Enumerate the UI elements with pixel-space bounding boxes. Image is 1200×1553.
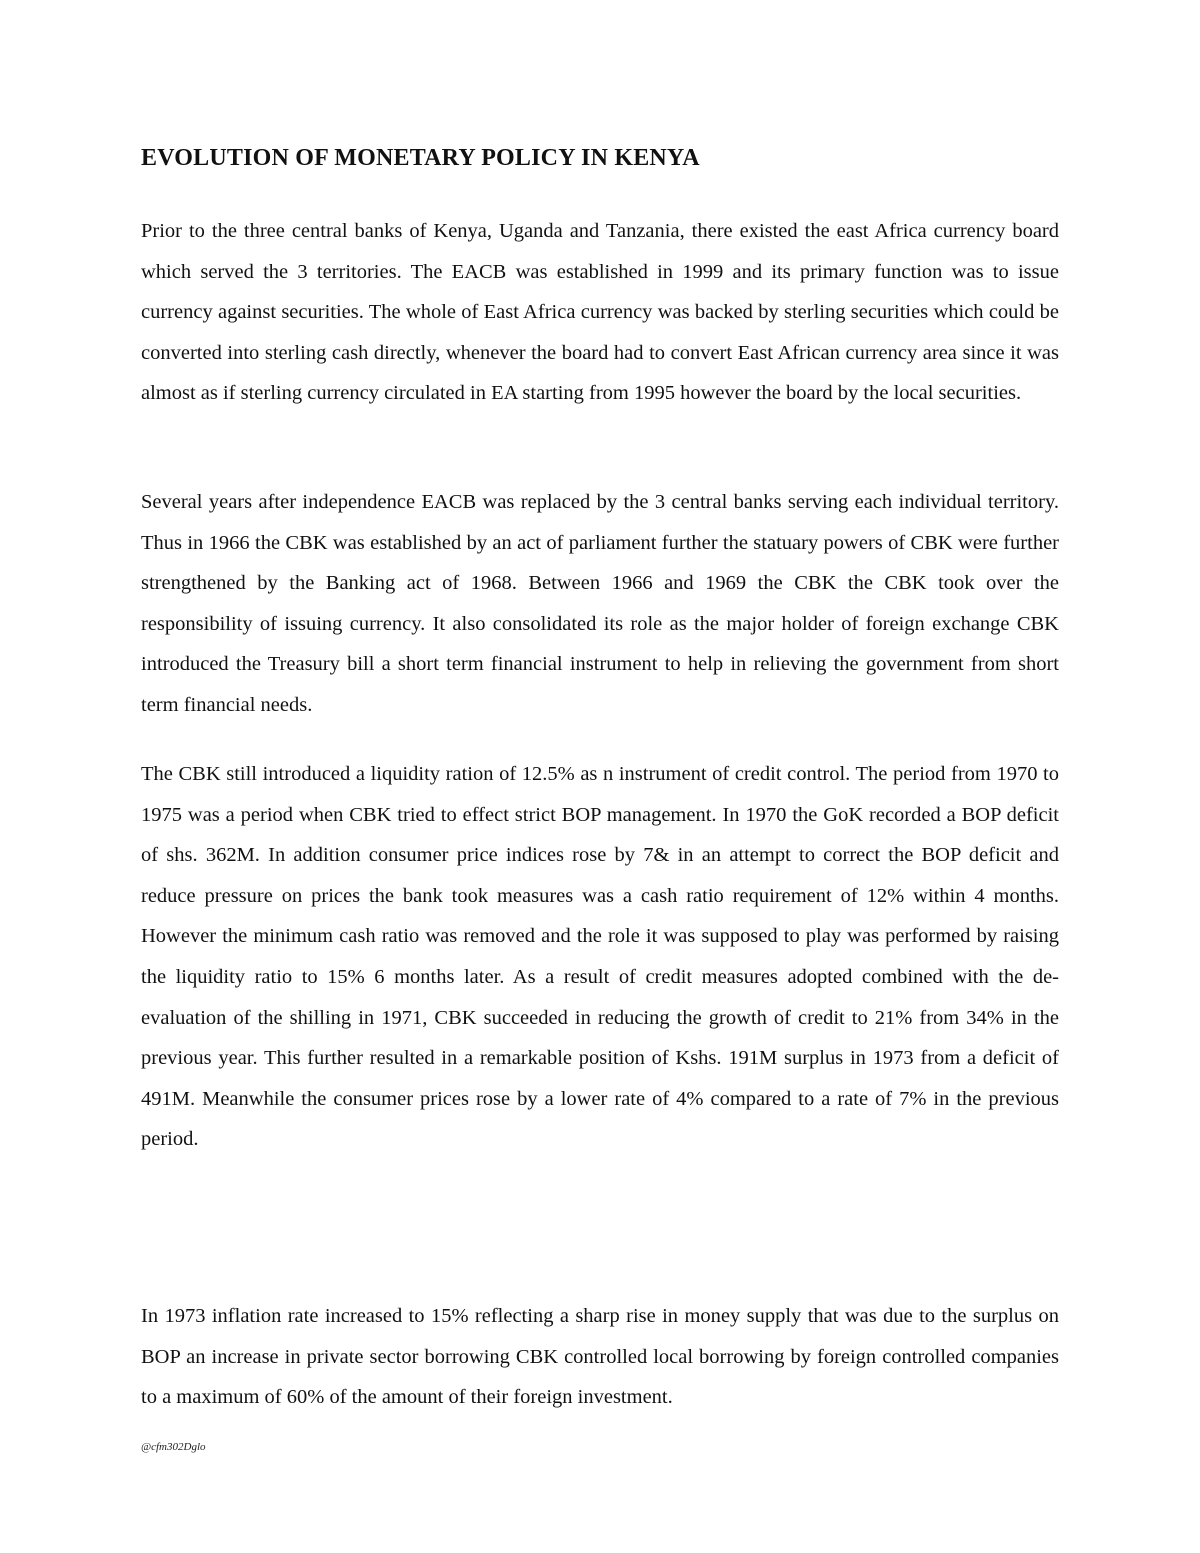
footer-watermark: @cfm302Dglo (141, 1441, 206, 1453)
paragraph-eacb-history: Prior to the three central banks of Kenya, Uganda and Tanzania, there existed the east Africa currency board which served the 3 territories. The EACB was established in 1999 and its primary function was to issue currency against securities. The whole of East Africa currency was backed by sterling securities which could be converted into sterling cash directly, whenever the board had to convert East African currency area since it was almost as if sterling currency circulated in EA starting from 1995 however the board by the local securities. (141, 220, 1059, 405)
paragraph-cbk-establishment: Several years after independence EACB was replaced by the 3 central banks serving each individual territory. Thus in 1966 the CBK was established by an act of parliament further the statuary powers of CBK were further strengthened by the Banking act of 1968. Between 1966 and 1969 the CBK the CBK took over the responsibility of issuing currency. It also consolidated its role as the major holder of foreign exchange CBK introduced the Treasury bill a short term financial instrument to help in relieving the government from short term financial needs. (141, 491, 1059, 716)
document-title: EVOLUTION OF MONETARY POLICY IN KENYA (141, 145, 700, 171)
paragraph-credit-control: The CBK still introduced a liquidity ration of 12.5% as n instrument of credit control. The period from 1970 to 1975 was a period when CBK tried to effect strict BOP management. In 1970 the GoK recorded a BOP deficit of shs. 362M. In addition consumer price indices rose by 7& in an attempt to correct the BOP deficit and reduce pressure on prices the bank took measures was a cash ratio requirement of 12% within 4 months. However the minimum cash ratio was removed and the role it was supposed to play was performed by raising the liquidity ratio to 15% 6 months later. As a result of credit measures adopted combined with the de-evaluation of the shilling in 1971, CBK succeeded in reducing the growth of credit to 21% from 34% in the previous year. This further resulted in a remarkable position of Kshs. 191M surplus in 1973 from a deficit of 491M. Meanwhile the consumer prices rose by a lower rate of 4% compared to a rate of 7% in the previous period. (141, 763, 1059, 1151)
paragraph-inflation-1973: In 1973 inflation rate increased to 15% reflecting a sharp rise in money supply that was due to the surplus on BOP an increase in private sector borrowing CBK controlled local borrowing by foreign controlled companies to a maximum of 60% of the amount of their foreign investment. (141, 1305, 1059, 1409)
